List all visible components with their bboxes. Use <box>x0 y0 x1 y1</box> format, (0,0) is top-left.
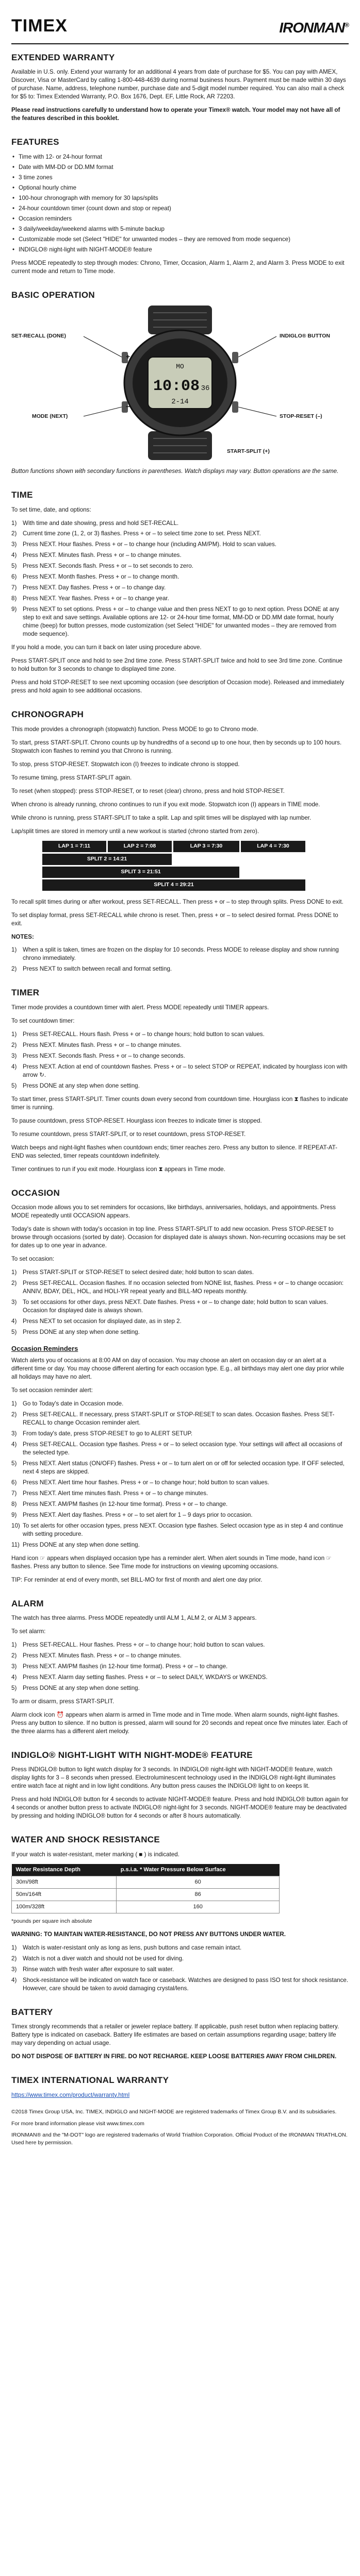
occasion-alert-step <box>11 1500 349 1509</box>
timer-set-intro: To set countdown timer: <box>11 1017 75 1024</box>
occasion-alert-step <box>11 1400 349 1408</box>
timer-p2: To pause countdown, press STOP-RESET. Hourglass icon freezes to indicate timer is stopped. <box>11 1117 262 1124</box>
alarm-intro: The watch has three alarms. Press MODE repeatedly until ALM 1, ALM 2, or ALM 3 appears. <box>11 1614 257 1621</box>
timer-step <box>11 1052 349 1060</box>
step-text: Watch is not a diver watch and should not be used for diving. <box>23 1955 184 1962</box>
alarm-step <box>11 1663 349 1671</box>
table-cell: 160 <box>117 1901 280 1913</box>
timer-p4: Watch beeps and night-light flashes when countdown ends; timer reaches zero. Press any button to silence. If REPEAT-AT-END was selected, timer repeats countdown indefinitely. <box>11 1144 337 1159</box>
footer-copyright: ©2018 Timex Group USA, Inc. TIMEX, INDIGLO and NIGHT-MODE are registered trademarks of Timex Group B.V. and its subsidiaries. <box>11 2109 337 2115</box>
time-step <box>11 595 349 603</box>
chrono-p3: To resume timing, press START-SPLIT again. <box>11 774 132 781</box>
step-number: 4) <box>11 1317 17 1325</box>
timer-p5: Timer continues to run if you exit mode. Hourglass icon ⧗ appears in Time mode. <box>11 1165 225 1173</box>
lap-row <box>42 841 305 852</box>
step-text: Press NEXT. Seconds flash. Press + or – to set seconds to zero. <box>23 563 193 570</box>
label-start-split: START-SPLIT (+) <box>227 448 270 455</box>
watch-display-text: – <box>126 402 130 411</box>
ironman-logo: IRONMAN® <box>279 20 349 36</box>
step-number: 4) <box>11 1673 17 1681</box>
watch-display-text: 36 <box>201 384 210 393</box>
step-number: 1) <box>11 1944 17 1951</box>
timer-heading: TIMER <box>11 988 40 998</box>
table-row <box>12 1888 280 1901</box>
step-text: Press NEXT. Seconds flash. Press + or – to change seconds. <box>23 1052 185 1059</box>
step-text: Press DONE at any step when done setting. <box>23 1684 140 1691</box>
time-p2: Press START-SPLIT once and hold to see 2nd time zone. Press START-SPLIT twice and hold to see 3rd time zone. Continue to hold button for 3 seconds to change to displayed time zone. <box>11 657 342 673</box>
step-number: 2) <box>11 1652 17 1659</box>
time-heading: TIME <box>11 490 33 500</box>
watch-display-text: MO <box>176 363 184 371</box>
step-number: 6) <box>11 573 17 581</box>
water-item <box>11 1955 349 1963</box>
diagram-caption: Button functions shown with secondary functions in parentheses. Watch displays may vary. Button operations are the same. <box>11 468 339 475</box>
water-intro: If your watch is water-resistant, meter marking ( ■ ) is indicated. <box>11 1851 179 1858</box>
chrono-p7: Lap/split times are stored in memory until a new workout is started (chrono started from zero). <box>11 827 259 835</box>
water-resistance-table <box>11 1864 280 1914</box>
intl-warranty-heading: TIMEX INTERNATIONAL WARRANTY <box>11 2075 169 2086</box>
feature-item: • Customizable mode set (Select "HIDE" for unwanted modes – they are removed from mode sequence) <box>11 235 349 244</box>
alarm-step <box>11 1673 349 1682</box>
occasion-reminders: Watch alerts you of occasions at 8:00 AM on day of occasion. You may choose an alert on occasion day or an alert at a different time or day. You may choose different alerting for each occasion type. E.g., all birthdays may alert one day prior while all holidays may have no alert. <box>11 1357 345 1380</box>
step-number: 2) <box>11 1955 17 1962</box>
table-cell: 60 <box>117 1876 280 1888</box>
step-text: Go to Today's date in Occasion mode. <box>23 1400 124 1407</box>
occasion-step <box>11 1268 349 1277</box>
label-stop-reset: STOP-RESET (–) <box>280 413 322 420</box>
water-item <box>11 1944 349 1952</box>
step-number: 2) <box>11 1280 17 1286</box>
alarm-heading: ALARM <box>11 1598 44 1608</box>
battery-warning: DO NOT DISPOSE OF BATTERY IN FIRE. DO NOT RECHARGE. KEEP LOOSE BATTERIES AWAY FROM CHILDREN. <box>11 2053 337 2060</box>
water-item <box>11 1965 349 1974</box>
time-step <box>11 530 349 538</box>
step-number: 11) <box>11 1541 20 1548</box>
step-text: Press SET-RECALL. Occasion flashes. If no occasion selected from NONE list, flashes. Press + or – to change occasion: ANNIV, BDAY, DEL, HOL, and HOLI-YR repeat yearly and BILL-MO repeats monthly. <box>23 1280 344 1295</box>
water-warning: WARNING: TO MAINTAIN WATER-RESISTANCE, DO NOT PRESS ANY BUTTONS UNDER WATER. <box>11 1930 286 1938</box>
time-step <box>11 540 349 549</box>
features-heading: FEATURES <box>11 137 59 147</box>
lap-cell: LAP 3 = 7:30 <box>173 841 239 852</box>
footer-info: For more brand information please visit www.timex.com <box>11 2120 144 2127</box>
time-p1: If you hold a mode, you can turn it back on later using procedure above. <box>11 644 202 651</box>
occasion-set-intro: To set occasion: <box>11 1256 55 1263</box>
step-number: 5) <box>11 1684 17 1691</box>
time-steps <box>11 519 349 639</box>
features-list <box>11 153 349 254</box>
step-text: Press NEXT. Minutes flash. Press + or – to change minutes. <box>23 552 182 559</box>
step-number: 10) <box>11 1522 20 1529</box>
occasion-reminders-heading: Occasion Reminders <box>11 1344 78 1352</box>
step-number: 1) <box>11 1400 17 1407</box>
step-text: Press SET-RECALL. If necessary, press START-SPLIT or STOP-RESET to scan dates. Occasion flashes. Press SET-RECALL to change Occasion reminder alert. <box>23 1411 335 1426</box>
step-text: To set occasions for other days, press NEXT. Date flashes. Press + or – to change date; hold button to scan values. Occasion for displayed date is always shown. <box>23 1298 328 1314</box>
step-number: 3) <box>11 1298 17 1306</box>
chrono-recall: To recall split times during or after workout, press SET-RECALL. Then press + or – to step through splits. Press DONE to exit. <box>11 898 343 905</box>
step-text: Press NEXT to set occasion for displayed date, as in step 2. <box>23 1317 182 1325</box>
table-cell: 86 <box>117 1888 280 1901</box>
label-mode: MODE (NEXT) <box>32 413 68 420</box>
step-text: Press DONE at any step when done setting. <box>23 1541 140 1548</box>
step-text: Press NEXT. AM/PM flashes (in 12-hour time format). Press + or – to change. <box>23 1663 228 1670</box>
indiglo-p2: Press and hold INDIGLO® button for 4 seconds to activate NIGHT-MODE® feature. Press and hold INDIGLO® button again for 4 seconds or another button press to activate INDIGLO® night-light for 3 seconds. NIGHT-MODE® feature may be deactivated by pressing and holding INDIGLO® button for 4 seconds or after 8 hours automatically. <box>11 1796 349 1820</box>
alarm-steps <box>11 1641 349 1692</box>
step-text: Press NEXT. Month flashes. Press + or – to change month. <box>23 573 179 581</box>
alarm-p1: To arm or disarm, press START-SPLIT. <box>11 1698 114 1705</box>
column-header: Water Resistance Depth <box>12 1864 117 1876</box>
chrono-display: To set display format, press SET-RECALL while chrono is reset. Then, press + or – to select desired format. Press DONE to exit. <box>11 911 338 927</box>
alarm-p2: Alarm clock icon ⏰ appears when alarm is armed in Time mode and in Time mode. When alarm sounds, night-light flashes. Press any button to silence. If no button is pressed, alarm will sound for 20 seconds and repeat once five minutes later. Each of the three alarms has a different alert melody. <box>11 1711 348 1735</box>
step-text: Press DONE at any step when done setting. <box>23 1082 140 1089</box>
timex-logo: TIMEX <box>11 16 68 36</box>
step-text: With time and date showing, press and hold SET-RECALL. <box>23 519 179 527</box>
step-number: 3) <box>11 1052 17 1059</box>
label-indiglo: INDIGLO® BUTTON <box>280 333 330 340</box>
chrono-note <box>11 965 349 973</box>
step-number: 5) <box>11 1328 17 1335</box>
step-text: Press SET-RECALL. Hours flash. Press + or – to change hours; hold button to scan values. <box>23 1030 265 1038</box>
table-row <box>12 1901 280 1913</box>
step-number: 5) <box>11 1460 17 1467</box>
label-set-recall: SET-RECALL (DONE) <box>11 333 66 340</box>
step-number: 7) <box>11 1489 17 1497</box>
step-number: 6) <box>11 1479 17 1486</box>
battery-heading: BATTERY <box>11 2007 53 2017</box>
water-heading: WATER AND SHOCK RESISTANCE <box>11 1835 160 1845</box>
time-intro: To set time, date, and options: <box>11 506 91 513</box>
occasion-alert-step <box>11 1460 349 1476</box>
step-text: Press NEXT. Alert status (ON/OFF) flashes. Press + or – to turn alert on or off for selected occasion type. If OFF selected, next 4 steps are skipped. <box>23 1460 345 1475</box>
timer-intro: Timer mode provides a countdown timer with alert. Press MODE repeatedly until TIMER appears. <box>11 1004 269 1011</box>
step-number: 4) <box>11 1063 17 1070</box>
feature-item: • 100-hour chronograph with memory for 30 laps/splits <box>11 194 349 202</box>
step-text: Press SET-RECALL. Occasion type flashes. Press + or – to select occasion type. Your settings will affect all occasions of the selected type. <box>23 1440 342 1456</box>
step-number: 9) <box>11 1511 17 1518</box>
occasion-alert-step <box>11 1479 349 1487</box>
step-number: 3) <box>11 1663 17 1670</box>
step-number: 5) <box>11 1082 17 1089</box>
step-number: 8) <box>11 595 17 602</box>
step-number: 1) <box>11 1269 17 1276</box>
warranty-text: Available in U.S. only. Extend your warranty for an additional 4 years from date of purchase for $5. You can pay with AMEX, Discover, Visa or MasterCard by calling 1-800-448-4639 during normal business hours. Payment must be made within 30 days of purchase. Name, address, telephone number, purchase date and 5-digit model number required. You can also mail a check for $5 to: Timex Extended Warranty, P.O. Box 1676, Dept. EF, Little Rock, AR 72203. <box>11 69 346 100</box>
watch-diagram <box>11 306 349 460</box>
step-number: 3) <box>11 541 17 548</box>
warranty-heading: EXTENDED WARRANTY <box>11 53 115 62</box>
occasion-p1: Today's date is shown with today's occasion in top line. Press START-SPLIT to add new occasion. Press STOP-RESET to browse through occasions (sorted by date). Occasion for displayed date is always shown. Non-recurring occasions may be set for dates up to one year in advance. <box>11 1226 346 1249</box>
feature-item: • Time with 12- or 24-hour format <box>11 153 349 161</box>
feature-item: • Date with MM-DD or DD.MM format <box>11 163 349 172</box>
step-text: Press NEXT. Action at end of countdown flashes. Press + or – to select STOP or REPEAT, indicated by hourglass icon with arrow ↻. <box>23 1063 348 1078</box>
chrono-p2: To stop, press STOP-RESET. Stopwatch icon (I) freezes to indicate chrono is stopped. <box>11 760 240 768</box>
step-text: Shock-resistance will be indicated on watch face or caseback. Watches are designed to pass ISO test for shock resistance. However, care should be taken to avoid damaging crystal/lens. <box>23 1976 349 1992</box>
timer-p3: To resume countdown, press START-SPLIT, or to reset countdown, press STOP-RESET. <box>11 1130 246 1138</box>
features-note: Press MODE repeatedly to step through modes: Chrono, Timer, Occasion, Alarm 1, Alarm 2, and Alarm 3. Press MODE to exit current mode and return to Time mode. <box>11 259 345 275</box>
split-bar: SPLIT 3 = 21:51 <box>42 867 239 878</box>
table-header-row <box>12 1864 280 1876</box>
watch-illustration <box>11 306 349 460</box>
occasion-alert-step <box>11 1511 349 1519</box>
table-row <box>12 1876 280 1888</box>
timer-steps <box>11 1030 349 1090</box>
watch-display-text: 2-14 <box>171 398 189 406</box>
occasion-alert-step <box>11 1411 349 1427</box>
time-step <box>11 519 349 528</box>
time-step <box>11 562 349 570</box>
occasion-p2: Hand icon ☞ appears when displayed occasion type has a reminder alert. When alert sounds in Time mode, hand icon ☞ flashes. Press any button to silence. See Time mode for instructions on viewing upcoming occasions. <box>11 1554 332 1570</box>
step-text: Watch is water-resistant only as long as lens, push buttons and case remain intact. <box>23 1944 242 1951</box>
battery-p1: Timex strongly recommends that a retailer or jeweler replace battery. If applicable, push reset button when replacing battery. Battery type is indicated on caseback. Battery life estimates are based on certain assumptions regarding usage; battery life may vary depending on actual usage. <box>11 2023 339 2047</box>
chrono-notes-title: NOTES: <box>11 933 34 940</box>
time-p3: Press and hold STOP-RESET to see next upcoming occasion (see description of Occasion mode). Released and immediately press and hold again to see additional occasions. <box>11 679 345 694</box>
lap-split-diagram <box>42 841 305 891</box>
occasion-alert-step <box>11 1489 349 1498</box>
basic-op-heading: BASIC OPERATION <box>11 290 95 300</box>
watch-display-text: 10:08 <box>153 378 200 396</box>
step-text: Press START-SPLIT or STOP-RESET to select desired date; hold button to scan dates. <box>23 1269 254 1276</box>
step-text: From today's date, press STOP-RESET to go to ALERT SETUP. <box>23 1430 193 1437</box>
step-number: 2) <box>11 965 17 973</box>
footer <box>11 2108 349 2146</box>
chrono-p6: While chrono is running, press START-SPLIT to take a split. Lap and split times will be displayed with lap number. <box>11 814 312 821</box>
indiglo-p1: Press INDIGLO® button to light watch display for 3 seconds. In INDIGLO® night-light with NIGHT-MODE® feature, watch display lights for 3 – 8 seconds when pressed. Electroluminescent technology used in the INDIGLO® night-light illuminates entire watch face at night and in low light conditions. Any button press causes the INDIGLO® light to on keeps lit. <box>11 1766 336 1790</box>
time-step <box>11 573 349 581</box>
step-number: 1) <box>11 1641 17 1648</box>
alarm-step <box>11 1652 349 1660</box>
water-footnote: *pounds per square inch absolute <box>11 1918 92 1925</box>
step-number: 4) <box>11 1440 17 1448</box>
timer-step <box>11 1041 349 1049</box>
occasion-step <box>11 1279 349 1296</box>
feature-item: • 3 daily/weekday/weekend alarms with 5-minute backup <box>11 225 349 233</box>
step-number: 3) <box>11 1430 17 1437</box>
split-bar: SPLIT 4 = 29:21 <box>42 879 305 891</box>
water-item <box>11 1976 349 1993</box>
chrono-heading: CHRONOGRAPH <box>11 709 84 720</box>
step-number: 1) <box>11 946 17 954</box>
step-text: Rinse watch with fresh water after exposure to salt water. <box>23 1965 174 1973</box>
step-number: 2) <box>11 530 17 537</box>
occasion-alert-step <box>11 1541 349 1549</box>
indiglo-heading: INDIGLO® NIGHT-LIGHT WITH NIGHT-MODE® FEATURE <box>11 1750 253 1760</box>
step-text: Press NEXT to switch between recall and format setting. <box>23 965 172 973</box>
chrono-note <box>11 946 349 962</box>
column-header: p.s.i.a. * Water Pressure Below Surface <box>117 1864 280 1876</box>
step-text: Press NEXT. Year flashes. Press + or – to change year. <box>23 595 169 602</box>
footer-ironman: IRONMAN® and the "M-DOT" logo are registered trademarks of World Triathlon Corporation. Official Product of the IRONMAN TRIATHLON. Used here by permission. <box>11 2132 348 2146</box>
step-text: Press NEXT. Minutes flash. Press + or – to change minutes. <box>23 1652 182 1659</box>
alarm-step <box>11 1641 349 1649</box>
chrono-p4: To reset (when stopped): press STOP-RESET, or to reset (clear) chrono, press and hold STOP-RESET. <box>11 787 285 794</box>
feature-item: • 24-hour countdown timer (count down and stop or repeat) <box>11 205 349 213</box>
step-text: Press DONE at any step when done setting. <box>23 1328 140 1335</box>
step-text: To set alerts for other occasion types, press NEXT. Occasion type flashes. Select occasion type as in step 4 and continue with setting procedure. <box>23 1522 343 1537</box>
occasion-heading: OCCASION <box>11 1188 60 1198</box>
occasion-alert-intro: To set occasion reminder alert: <box>11 1386 93 1394</box>
step-text: Press NEXT. Hour flashes. Press + or – to change hour (including AM/PM). Hold to scan values. <box>23 541 276 548</box>
step-text: Press NEXT. Minutes flash. Press + or – to change minutes. <box>23 1041 182 1048</box>
feature-item: • Optional hourly chime <box>11 184 349 192</box>
timer-p1: To start timer, press START-SPLIT. Timer counts down every second from countdown time. Hourglass icon ⧗ flashes to indicate timer is running. <box>11 1095 348 1111</box>
step-number: 3) <box>11 1965 17 1973</box>
step-number: 4) <box>11 1976 17 1984</box>
occasion-step <box>11 1317 349 1326</box>
occasion-step <box>11 1298 349 1315</box>
table-cell: 50m/164ft <box>12 1888 117 1901</box>
time-step <box>11 584 349 592</box>
step-text: Press NEXT. Alert time hour flashes. Press + or – to change hour; hold button to scan values. <box>23 1479 269 1486</box>
feature-item: • 3 time zones <box>11 174 349 182</box>
feature-item: • INDIGLO® night-light with NIGHT-MODE® feature <box>11 246 349 254</box>
lap-cell: LAP 1 = 7:11 <box>42 841 106 852</box>
step-text: Current time zone (1, 2, or 3) flashes. Press + or – to select time zone to set. Press NEXT. <box>23 530 261 537</box>
intro-text: Please read instructions carefully to understand how to operate your Timex® watch. Your model may not have all of the features described in this booklet. <box>11 107 340 122</box>
watch-display-text: + <box>126 352 130 361</box>
chrono-notes <box>11 946 349 973</box>
occasion-tip: TIP: For reminder at end of every month, set BILL-MO for first of month and alert one day prior. <box>11 1576 263 1583</box>
chrono-p5: When chrono is already running, chrono continues to run if you exit mode. Stopwatch icon (I) appears in TIME mode. <box>11 801 320 808</box>
time-step <box>11 605 349 638</box>
step-number: 1) <box>11 1030 17 1038</box>
timer-step <box>11 1063 349 1079</box>
step-number: 7) <box>11 584 17 591</box>
table-cell: 100m/328ft <box>12 1901 117 1913</box>
timer-step <box>11 1082 349 1090</box>
occasion-steps <box>11 1268 349 1336</box>
step-text: Press NEXT to set options. Press + or – to change value and then press NEXT to go to next option. Press DONE at any step to exit and save settings. Available options are 12- or 24-hour time format, MM-DD or DD.MM date format, hourly chime (beep) for button presses, mode customization (set Select "HIDE" for unwanted modes – they are removed from mode sequence). <box>23 606 339 638</box>
split-bar: SPLIT 2 = 14:21 <box>42 854 172 865</box>
warranty-link[interactable]: https://www.timex.com/product/warranty.html <box>11 2091 130 2098</box>
step-text: Press SET-RECALL. Hour flashes. Press + or – to change hour; hold button to scan values. <box>23 1641 265 1648</box>
feature-item: • Occasion reminders <box>11 215 349 223</box>
water-list <box>11 1944 349 1993</box>
step-text: When a split is taken, times are frozen on the display for 10 seconds. Press MODE to release display and show running chrono immediately. <box>23 946 339 962</box>
time-step <box>11 551 349 560</box>
step-text: Press NEXT. Alert day flashes. Press + or – to set alert for 1 – 9 days prior to occasion. <box>23 1511 253 1518</box>
step-text: Press NEXT. Alert time minutes flash. Press + or – to change minutes. <box>23 1489 208 1497</box>
step-number: 1) <box>11 519 17 527</box>
step-text: Press NEXT. Day flashes. Press + or – to change day. <box>23 584 166 591</box>
timer-step <box>11 1030 349 1039</box>
occasion-alert-steps <box>11 1400 349 1549</box>
alarm-set-intro: To set alarm: <box>11 1628 46 1635</box>
step-number: 8) <box>11 1500 17 1507</box>
step-text: Press NEXT. AM/PM flashes (in 12-hour time format). Press + or – to change. <box>23 1500 228 1507</box>
occasion-alert-step <box>11 1430 349 1438</box>
occasion-step <box>11 1328 349 1336</box>
table-cell: 30m/98ft <box>12 1876 117 1888</box>
step-number: 4) <box>11 552 17 559</box>
step-number: 5) <box>11 563 17 570</box>
step-number: 2) <box>11 1041 17 1048</box>
chrono-p1: To start, press START-SPLIT. Chrono counts up by hundredths of a second up to one hour, then by seconds up to 100 hours. Stopwatch icon flashes to remind you that Chrono is running. <box>11 739 342 754</box>
chrono-intro: This mode provides a chronograph (stopwatch) function. Press MODE to go to Chrono mode. <box>11 725 258 733</box>
lap-cell: LAP 2 = 7:08 <box>108 841 172 852</box>
header <box>11 0 349 44</box>
alarm-step <box>11 1684 349 1692</box>
occasion-intro: Occasion mode allows you to set reminders for occasions, like birthdays, anniversaries, holidays, and appointments. Press MODE repeatedly until OCCASION appears. <box>11 1204 336 1219</box>
step-text: Press NEXT. Alarm day setting flashes. Press + or – to select DAILY, WKDAYS or WKENDS. <box>23 1673 268 1681</box>
step-number: 2) <box>11 1411 17 1418</box>
occasion-alert-step <box>11 1440 349 1457</box>
lap-cell: LAP 4 = 7:30 <box>241 841 305 852</box>
step-number: 9) <box>11 606 17 613</box>
occasion-alert-step <box>11 1522 349 1538</box>
